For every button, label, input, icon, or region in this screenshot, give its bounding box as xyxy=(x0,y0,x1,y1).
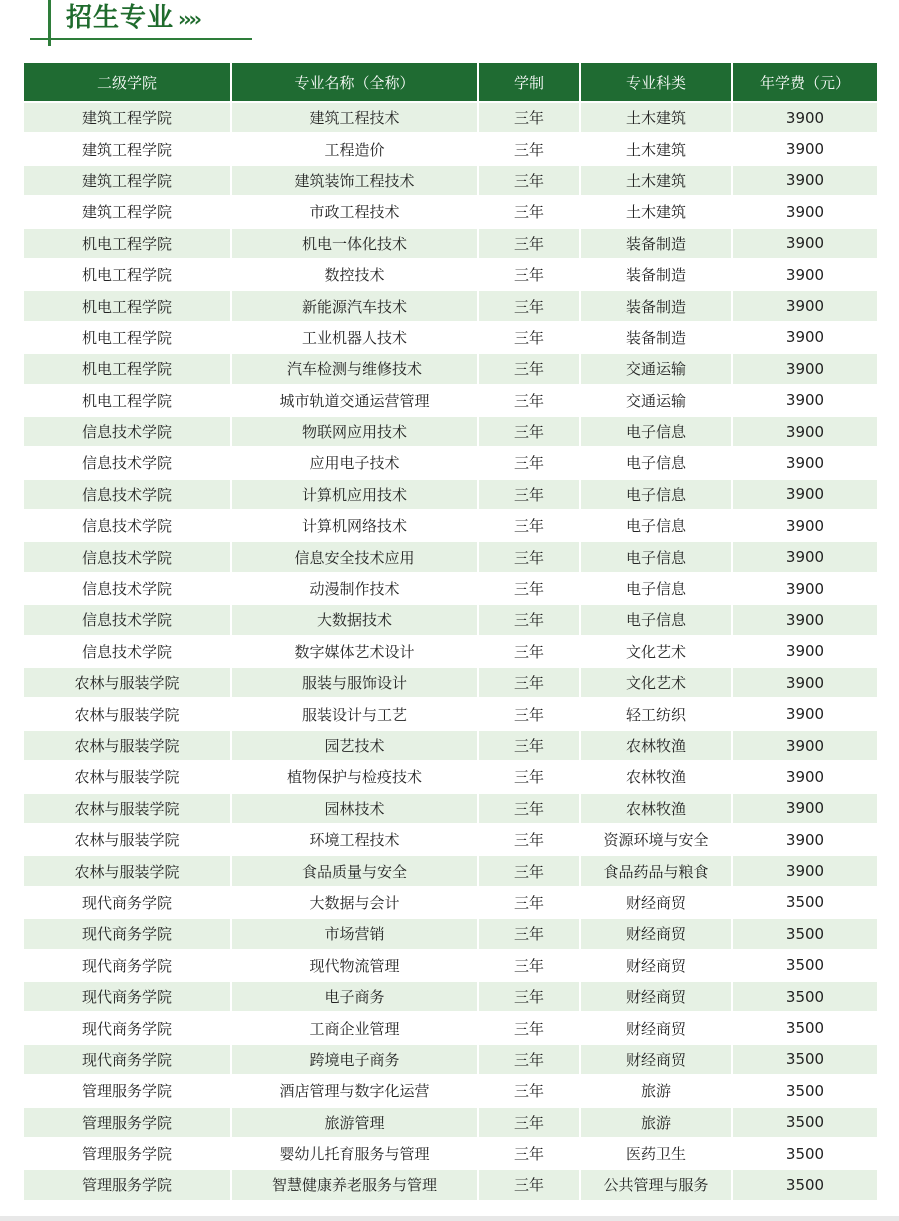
cell-tuition: 3900 xyxy=(732,824,877,855)
cell-duration: 三年 xyxy=(478,855,580,886)
cell-major: 跨境电子商务 xyxy=(231,1044,478,1075)
cell-category: 装备制造 xyxy=(580,228,732,259)
cell-category: 装备制造 xyxy=(580,322,732,353)
cell-duration: 三年 xyxy=(478,228,580,259)
table-row xyxy=(24,1075,877,1106)
cell-major: 智慧健康养老服务与管理 xyxy=(231,1169,478,1199)
cell-college: 建筑工程学院 xyxy=(24,102,231,133)
cell-category: 旅游 xyxy=(580,1107,732,1138)
cell-major: 服装设计与工艺 xyxy=(231,698,478,729)
table-row xyxy=(24,228,877,259)
cell-duration: 三年 xyxy=(478,510,580,541)
table-row xyxy=(24,981,877,1012)
table-row xyxy=(24,573,877,604)
cell-tuition: 3500 xyxy=(732,950,877,981)
cell-tuition: 3500 xyxy=(732,1138,877,1169)
table-row xyxy=(24,761,877,792)
table-row xyxy=(24,322,877,353)
cell-tuition: 3900 xyxy=(732,793,877,824)
cell-category: 土木建筑 xyxy=(580,133,732,164)
col-header-major: 专业名称（全称） xyxy=(231,63,478,102)
cell-category: 电子信息 xyxy=(580,416,732,447)
table-row xyxy=(24,1169,877,1199)
table-row xyxy=(24,385,877,416)
cell-category: 电子信息 xyxy=(580,604,732,635)
cell-major: 工业机器人技术 xyxy=(231,322,478,353)
cell-duration: 三年 xyxy=(478,102,580,133)
cell-tuition: 3500 xyxy=(732,1107,877,1138)
table-row xyxy=(24,102,877,133)
table-row xyxy=(24,510,877,541)
table-row xyxy=(24,416,877,447)
cell-duration: 三年 xyxy=(478,950,580,981)
table-row xyxy=(24,730,877,761)
cell-major: 环境工程技术 xyxy=(231,824,478,855)
cell-major: 市政工程技术 xyxy=(231,196,478,227)
cell-college: 农林与服装学院 xyxy=(24,855,231,886)
cell-tuition: 3900 xyxy=(732,855,877,886)
cell-tuition: 3900 xyxy=(732,636,877,667)
cell-duration: 三年 xyxy=(478,479,580,510)
cell-college: 信息技术学院 xyxy=(24,541,231,572)
cell-duration: 三年 xyxy=(478,573,580,604)
cell-duration: 三年 xyxy=(478,667,580,698)
cell-college: 机电工程学院 xyxy=(24,385,231,416)
cell-category: 农林牧渔 xyxy=(580,730,732,761)
cell-category: 财经商贸 xyxy=(580,1012,732,1043)
cell-college: 机电工程学院 xyxy=(24,353,231,384)
cell-duration: 三年 xyxy=(478,1012,580,1043)
cell-category: 电子信息 xyxy=(580,541,732,572)
cell-duration: 三年 xyxy=(478,636,580,667)
cell-college: 管理服务学院 xyxy=(24,1107,231,1138)
table-row xyxy=(24,604,877,635)
footer-divider xyxy=(0,1216,899,1221)
table-row xyxy=(24,793,877,824)
section-title-text: 招生专业 xyxy=(66,3,175,33)
cell-category: 财经商贸 xyxy=(580,1044,732,1075)
cell-college: 机电工程学院 xyxy=(24,322,231,353)
table-row xyxy=(24,290,877,321)
cell-duration: 三年 xyxy=(478,447,580,478)
cell-major: 建筑装饰工程技术 xyxy=(231,165,478,196)
cell-major: 大数据技术 xyxy=(231,604,478,635)
section-title xyxy=(66,2,199,35)
cell-category: 食品药品与粮食 xyxy=(580,855,732,886)
cell-college: 农林与服装学院 xyxy=(24,824,231,855)
cell-major: 计算机应用技术 xyxy=(231,479,478,510)
cell-tuition: 3500 xyxy=(732,1075,877,1106)
cell-category: 土木建筑 xyxy=(580,165,732,196)
cell-category: 农林牧渔 xyxy=(580,793,732,824)
cell-college: 管理服务学院 xyxy=(24,1169,231,1199)
cell-tuition: 3900 xyxy=(732,259,877,290)
cell-duration: 三年 xyxy=(478,604,580,635)
cell-college: 现代商务学院 xyxy=(24,1044,231,1075)
cell-duration: 三年 xyxy=(478,133,580,164)
cell-college: 信息技术学院 xyxy=(24,479,231,510)
cell-tuition: 3900 xyxy=(732,322,877,353)
cell-college: 现代商务学院 xyxy=(24,981,231,1012)
cell-category: 旅游 xyxy=(580,1075,732,1106)
cell-tuition: 3900 xyxy=(732,698,877,729)
table-header-row xyxy=(24,63,877,102)
table-body xyxy=(24,102,877,1200)
cell-category: 土木建筑 xyxy=(580,196,732,227)
cell-tuition: 3900 xyxy=(732,447,877,478)
cell-tuition: 3500 xyxy=(732,981,877,1012)
cell-major: 园艺技术 xyxy=(231,730,478,761)
cell-college: 机电工程学院 xyxy=(24,228,231,259)
header-underline xyxy=(30,38,252,40)
cell-duration: 三年 xyxy=(478,165,580,196)
cell-category: 装备制造 xyxy=(580,290,732,321)
cell-category: 电子信息 xyxy=(580,479,732,510)
cell-tuition: 3900 xyxy=(732,196,877,227)
table-row xyxy=(24,196,877,227)
table-row xyxy=(24,1138,877,1169)
cell-major: 应用电子技术 xyxy=(231,447,478,478)
cell-major: 酒店管理与数字化运营 xyxy=(231,1075,478,1106)
cell-college: 建筑工程学院 xyxy=(24,165,231,196)
cell-tuition: 3500 xyxy=(732,918,877,949)
table-row xyxy=(24,259,877,290)
cell-major: 植物保护与检疫技术 xyxy=(231,761,478,792)
cell-major: 大数据与会计 xyxy=(231,887,478,918)
cell-category: 资源环境与安全 xyxy=(580,824,732,855)
cell-college: 现代商务学院 xyxy=(24,950,231,981)
cell-category: 电子信息 xyxy=(580,447,732,478)
cell-major: 城市轨道交通运营管理 xyxy=(231,385,478,416)
table-row xyxy=(24,667,877,698)
cell-duration: 三年 xyxy=(478,1169,580,1199)
cell-college: 建筑工程学院 xyxy=(24,133,231,164)
cell-duration: 三年 xyxy=(478,1075,580,1106)
table-row xyxy=(24,1107,877,1138)
cell-duration: 三年 xyxy=(478,793,580,824)
col-header-category: 专业科类 xyxy=(580,63,732,102)
cell-duration: 三年 xyxy=(478,698,580,729)
section-header xyxy=(0,0,899,48)
table-row xyxy=(24,918,877,949)
cell-duration: 三年 xyxy=(478,353,580,384)
cell-major: 旅游管理 xyxy=(231,1107,478,1138)
majors-table-container xyxy=(24,63,877,1200)
cell-category: 装备制造 xyxy=(580,259,732,290)
table-row xyxy=(24,824,877,855)
cell-college: 信息技术学院 xyxy=(24,416,231,447)
cell-category: 财经商贸 xyxy=(580,950,732,981)
cell-category: 财经商贸 xyxy=(580,981,732,1012)
cell-major: 服装与服饰设计 xyxy=(231,667,478,698)
cell-tuition: 3900 xyxy=(732,667,877,698)
cell-tuition: 3900 xyxy=(732,573,877,604)
table-row xyxy=(24,353,877,384)
cell-major: 动漫制作技术 xyxy=(231,573,478,604)
cell-duration: 三年 xyxy=(478,918,580,949)
cell-category: 财经商贸 xyxy=(580,887,732,918)
cell-category: 文化艺术 xyxy=(580,636,732,667)
cell-category: 财经商贸 xyxy=(580,918,732,949)
table-row xyxy=(24,165,877,196)
cell-college: 机电工程学院 xyxy=(24,290,231,321)
col-header-duration: 学制 xyxy=(478,63,580,102)
cell-major: 现代物流管理 xyxy=(231,950,478,981)
cell-category: 交通运输 xyxy=(580,353,732,384)
cell-college: 信息技术学院 xyxy=(24,636,231,667)
table-row xyxy=(24,1012,877,1043)
cell-category: 轻工纺织 xyxy=(580,698,732,729)
chevrons-icon: ›››› xyxy=(178,7,199,31)
cell-college: 农林与服装学院 xyxy=(24,761,231,792)
cell-college: 农林与服装学院 xyxy=(24,667,231,698)
cell-college: 管理服务学院 xyxy=(24,1138,231,1169)
cell-category: 土木建筑 xyxy=(580,102,732,133)
cell-college: 管理服务学院 xyxy=(24,1075,231,1106)
table-row xyxy=(24,950,877,981)
cell-major: 工程造价 xyxy=(231,133,478,164)
cell-duration: 三年 xyxy=(478,322,580,353)
cell-college: 农林与服装学院 xyxy=(24,793,231,824)
cell-duration: 三年 xyxy=(478,887,580,918)
cell-tuition: 3900 xyxy=(732,133,877,164)
cell-tuition: 3900 xyxy=(732,102,877,133)
cell-tuition: 3900 xyxy=(732,165,877,196)
cell-major: 机电一体化技术 xyxy=(231,228,478,259)
cell-tuition: 3900 xyxy=(732,416,877,447)
majors-table xyxy=(24,63,877,1200)
cell-duration: 三年 xyxy=(478,761,580,792)
cell-category: 文化艺术 xyxy=(580,667,732,698)
table-row xyxy=(24,133,877,164)
cell-duration: 三年 xyxy=(478,416,580,447)
cell-major: 物联网应用技术 xyxy=(231,416,478,447)
cell-duration: 三年 xyxy=(478,259,580,290)
table-row xyxy=(24,855,877,886)
table-row xyxy=(24,479,877,510)
cell-major: 数控技术 xyxy=(231,259,478,290)
cell-tuition: 3500 xyxy=(732,887,877,918)
cell-major: 建筑工程技术 xyxy=(231,102,478,133)
cell-tuition: 3900 xyxy=(732,541,877,572)
cell-major: 电子商务 xyxy=(231,981,478,1012)
cell-duration: 三年 xyxy=(478,1044,580,1075)
cell-tuition: 3500 xyxy=(732,1012,877,1043)
cell-major: 数字媒体艺术设计 xyxy=(231,636,478,667)
table-row xyxy=(24,541,877,572)
cell-tuition: 3900 xyxy=(732,290,877,321)
cell-major: 新能源汽车技术 xyxy=(231,290,478,321)
cell-tuition: 3900 xyxy=(732,385,877,416)
cell-college: 信息技术学院 xyxy=(24,573,231,604)
table-row xyxy=(24,447,877,478)
cell-college: 农林与服装学院 xyxy=(24,698,231,729)
cell-category: 电子信息 xyxy=(580,510,732,541)
cell-college: 建筑工程学院 xyxy=(24,196,231,227)
cell-major: 婴幼儿托育服务与管理 xyxy=(231,1138,478,1169)
table-row xyxy=(24,1044,877,1075)
cell-college: 农林与服装学院 xyxy=(24,730,231,761)
cell-major: 汽车检测与维修技术 xyxy=(231,353,478,384)
cell-college: 信息技术学院 xyxy=(24,510,231,541)
cell-major: 工商企业管理 xyxy=(231,1012,478,1043)
table-row xyxy=(24,698,877,729)
cell-duration: 三年 xyxy=(478,730,580,761)
cell-college: 现代商务学院 xyxy=(24,1012,231,1043)
cell-major: 园林技术 xyxy=(231,793,478,824)
cell-tuition: 3900 xyxy=(732,761,877,792)
cell-tuition: 3500 xyxy=(732,1044,877,1075)
cell-duration: 三年 xyxy=(478,196,580,227)
table-row xyxy=(24,887,877,918)
cell-major: 食品质量与安全 xyxy=(231,855,478,886)
cell-major: 计算机网络技术 xyxy=(231,510,478,541)
cell-duration: 三年 xyxy=(478,1107,580,1138)
cell-category: 公共管理与服务 xyxy=(580,1169,732,1199)
cell-college: 信息技术学院 xyxy=(24,447,231,478)
cell-category: 医药卫生 xyxy=(580,1138,732,1169)
cell-college: 现代商务学院 xyxy=(24,887,231,918)
cell-tuition: 3900 xyxy=(732,353,877,384)
cell-tuition: 3900 xyxy=(732,479,877,510)
cell-category: 农林牧渔 xyxy=(580,761,732,792)
cell-duration: 三年 xyxy=(478,541,580,572)
col-header-college: 二级学院 xyxy=(24,63,231,102)
cell-tuition: 3500 xyxy=(732,1169,877,1199)
cell-tuition: 3900 xyxy=(732,730,877,761)
cell-major: 市场营销 xyxy=(231,918,478,949)
cell-duration: 三年 xyxy=(478,385,580,416)
cell-duration: 三年 xyxy=(478,1138,580,1169)
cell-major: 信息安全技术应用 xyxy=(231,541,478,572)
cell-tuition: 3900 xyxy=(732,228,877,259)
col-header-tuition: 年学费（元） xyxy=(732,63,877,102)
cell-duration: 三年 xyxy=(478,824,580,855)
cell-college: 机电工程学院 xyxy=(24,259,231,290)
cell-duration: 三年 xyxy=(478,981,580,1012)
cell-college: 现代商务学院 xyxy=(24,918,231,949)
cell-category: 交通运输 xyxy=(580,385,732,416)
table-header xyxy=(24,63,877,102)
cell-duration: 三年 xyxy=(478,290,580,321)
cell-college: 信息技术学院 xyxy=(24,604,231,635)
table-row xyxy=(24,636,877,667)
cell-category: 电子信息 xyxy=(580,573,732,604)
cell-tuition: 3900 xyxy=(732,604,877,635)
cell-tuition: 3900 xyxy=(732,510,877,541)
